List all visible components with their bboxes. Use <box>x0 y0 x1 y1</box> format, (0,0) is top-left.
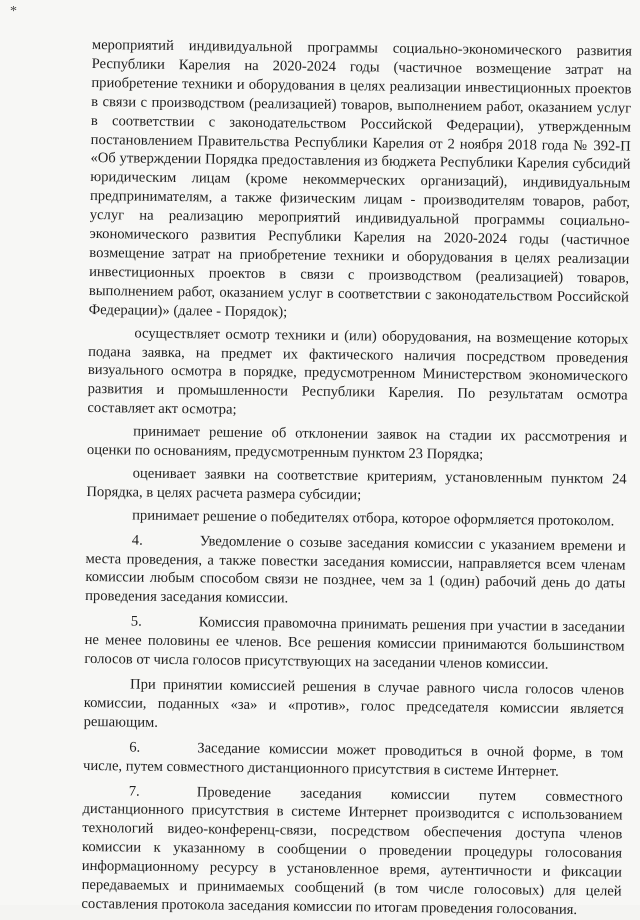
section-number: 5. <box>130 613 142 630</box>
paragraph-inspection: осуществляет осмотр техники и (или) оборудования, на возмещение которых подана заявка, на предмет их фактического наличия посредством проведения визуального осмотра в порядке, предусмотренном Министерством экономического развития и промышленности Республики Карелия. По результатам осмотра составляет акт осмотра; <box>87 325 629 419</box>
section-number: 7. <box>128 783 140 800</box>
section-text: Уведомление о созыве заседания комиссии с указанием времени и места проведения, а также повестки заседания комиссии, направляется всем членам комиссии любым способом связи не позднее, чем за 1 (один) рабочий день до даты проведения заседания комиссии. <box>85 533 626 607</box>
section-4 <box>85 531 626 613</box>
section-text: Проведение заседания комиссии путем совместного дистанционного присутствия в системе Интернет производится с использованием технологий видео-конференц-связи, посредством обеспечения доступа членов комиссии к указанному в сообщении о проведении процедуры голосования информационному ресурсу в установленное время, аутентичности и фиксации передаваемых и принимаемых сообщений (в том числе голосовых) для целей составления протокола заседания комиссии по итогам проведения голосования. <box>81 783 623 918</box>
paragraph-tie-vote: При принятии комиссией решения в случае равного числа голосов членов комиссии, поданных «за» и «против», голос председателя комиссии является решающим. <box>83 676 625 731</box>
paragraph-rejection: принимает решение об отклонении заявок на стадии их рассмотрения и оценки по основаниям, предусмотренным пунктом 23 Порядка; <box>86 423 628 463</box>
section-7 <box>81 781 623 920</box>
paragraph-evaluation: оценивает заявки на соответствие критериям, установленным пунктом 24 Порядка, в целях расчета размера субсидии; <box>86 465 627 504</box>
section-5 <box>84 612 625 675</box>
document-body <box>81 36 632 920</box>
section-number: 6. <box>129 739 141 756</box>
paragraph-procedure-reference: мероприятий индивидуальной программы социально-экономического развития Республики Карелия на 2020-2024 годы (частичное возмещение затрат на приобретение техники и оборудования в целях реализации инвестиционных проектов в связи с производством (реализацией) товаров, выполнением работ, оказанием услуг в соответствии с законодательством Российской Федерации), утвержденным постановлением Правительства Республики Карелия от 2 ноября 2018 года № 392-П «Об утверждении Порядка предоставления из бюджета Республики Карелия субсидий юридическим лицам (кроме некоммерческих организаций), индивидуальным предпринимателям, а также физическим лицам - производителям товаров, работ, услуг на реализацию мероприятий индивидуальной программы социально-экономического развития Республики Карелия на 2020-2024 годы (частичное возмещение затрат на приобретение техники и оборудования в целях реализации инвестиционных проектов в связи с производством (реализацией) товаров, выполнением работ, оказанием услуг в соответствии с законодательством Российской Федерации)» (далее - Порядок); <box>88 36 632 321</box>
section-6 <box>83 738 623 782</box>
corner-mark: * <box>10 4 17 19</box>
section-text: Заседание комиссии может проводиться в очной форме, в том числе, путем совместного дистанционного присутствия в системе Интернет. <box>82 740 624 780</box>
section-text: Комиссия правомочна принимать решения при участии в заседании не менее половины ее членов. Все решения комиссии принимаются большинством голосов от числа голосов присутствующих на заседании членов комиссии. <box>84 614 625 673</box>
section-number: 4. <box>131 532 143 549</box>
paragraph-winners: принимает решение о победителях отбора, которое оформляется протоколом. <box>132 507 615 530</box>
